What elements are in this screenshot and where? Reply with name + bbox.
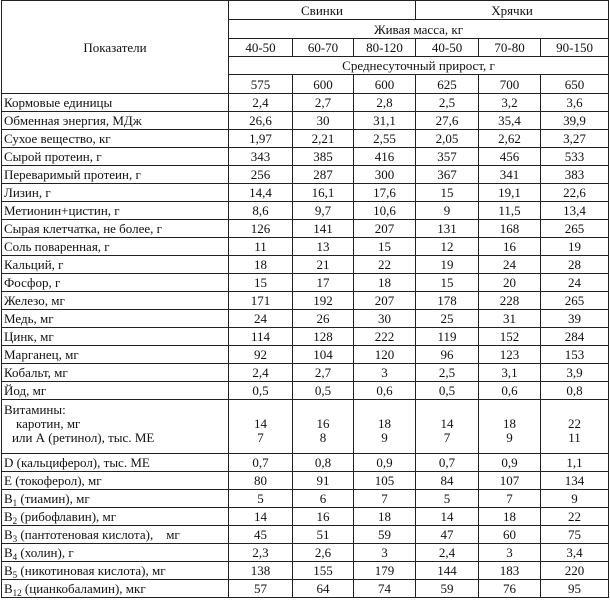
row-label: Кобальт, мг	[2, 364, 229, 382]
table-row	[2, 112, 609, 130]
gain-value: 575	[229, 75, 293, 94]
vitamin-subscript: 4	[12, 552, 18, 562]
vitamin-subscript: 12	[12, 588, 22, 598]
carotene-label: каротин, мг	[16, 416, 81, 431]
vitamin-value-cell	[354, 400, 416, 454]
vitamin-label	[2, 562, 229, 580]
cell-value: 3,9	[541, 364, 609, 382]
cell-value: 76	[479, 580, 541, 598]
cell-value: 138	[229, 562, 293, 580]
cell-value: 13,4	[541, 202, 609, 220]
cell-value: 19	[541, 238, 609, 256]
cell-value: 59	[416, 580, 479, 598]
row-label: Железо, мг	[2, 292, 229, 310]
cell-value: 9	[416, 202, 479, 220]
cell-value: 30	[354, 310, 416, 328]
row-label: Медь, мг	[2, 310, 229, 328]
cell-value: 0,6	[354, 382, 416, 400]
cell-value: 24	[541, 274, 609, 292]
cell-value: 15	[416, 184, 479, 202]
row-label: Йод, мг	[2, 382, 229, 400]
cell-value: 2,6	[293, 544, 354, 562]
cell-value: 168	[479, 220, 541, 238]
cell-value: 5	[416, 490, 479, 508]
carotene-value: 16	[316, 416, 330, 431]
cell-value: 1,97	[229, 130, 293, 148]
cell-value: 2,7	[293, 94, 354, 112]
cell-value: 75	[541, 526, 609, 544]
vitamin-letter: В	[4, 491, 13, 506]
cell-value: 155	[293, 562, 354, 580]
vitamin-row	[2, 454, 609, 472]
gain-value: 700	[479, 75, 541, 94]
cell-value: 107	[479, 472, 541, 490]
vitamins-title: Витамины:	[4, 402, 66, 417]
cell-value: 95	[541, 580, 609, 598]
cell-value: 18	[354, 274, 416, 292]
cell-value: 96	[416, 346, 479, 364]
cell-value: 14,4	[229, 184, 293, 202]
live-weight-header: Живая масса, кг	[229, 20, 609, 39]
table-row	[2, 94, 609, 112]
cell-value: 2,8	[354, 94, 416, 112]
vitamin-label	[2, 526, 229, 544]
cell-value: 15	[229, 274, 293, 292]
table-row	[2, 184, 609, 202]
cell-value: 31,1	[354, 112, 416, 130]
cell-value: 3,1	[479, 364, 541, 382]
cell-value: 2,4	[229, 364, 293, 382]
retinol-value: 7	[443, 430, 451, 445]
carotene-value: 22	[568, 416, 582, 431]
cell-value: 22	[354, 256, 416, 274]
table-row	[2, 130, 609, 148]
cell-value: 0,5	[229, 382, 293, 400]
cell-value: 120	[354, 346, 416, 364]
vitamin-letter: В	[4, 581, 13, 596]
cell-value: 343	[229, 148, 293, 166]
table-row	[2, 274, 609, 292]
cell-value: 16,1	[293, 184, 354, 202]
cell-value: 20	[479, 274, 541, 292]
cell-value: 10,6	[354, 202, 416, 220]
cell-value: 0,5	[416, 382, 479, 400]
cell-value: 57	[229, 580, 293, 598]
daily-gain-header: Среднесуточный прирост, г	[229, 57, 609, 75]
cell-value: 25	[416, 310, 479, 328]
cell-value: 22,6	[541, 184, 609, 202]
cell-value: 416	[354, 148, 416, 166]
cell-value: 178	[416, 292, 479, 310]
cell-value: 179	[354, 562, 416, 580]
row-label: Сухое вещество, кг	[2, 130, 229, 148]
cell-value: 19,1	[479, 184, 541, 202]
cell-value: 26,6	[229, 112, 293, 130]
retinol-value: 9	[381, 430, 388, 445]
gain-value: 650	[541, 75, 609, 94]
table-row	[2, 166, 609, 184]
cell-value: 80	[229, 472, 293, 490]
cell-value: 7	[479, 490, 541, 508]
vitamin-row	[2, 526, 609, 544]
vitamin-row	[2, 508, 609, 526]
row-label: Сырой протеин, г	[2, 148, 229, 166]
cell-value: 7	[354, 490, 416, 508]
vitamin-name: (холин), г	[17, 545, 74, 560]
indicators-header: Показатели	[2, 1, 229, 94]
cell-value: 18	[354, 508, 416, 526]
spacer	[418, 403, 476, 417]
cell-value: 141	[293, 220, 354, 238]
row-label: Кальций, г	[2, 256, 229, 274]
cell-value: 128	[293, 328, 354, 346]
vitamin-subscript: 3	[12, 534, 18, 544]
cell-value: 31	[479, 310, 541, 328]
cell-value: 3,27	[541, 130, 609, 148]
weight-header: 90-150	[541, 39, 609, 57]
spacer	[356, 403, 413, 417]
gain-value: 600	[354, 75, 416, 94]
cell-value: 18	[479, 508, 541, 526]
table-row	[2, 382, 609, 400]
vitamin-letter: В	[4, 563, 13, 578]
table-row	[2, 328, 609, 346]
cell-value: 13	[293, 238, 354, 256]
table-row	[2, 238, 609, 256]
weight-header: 80-120	[354, 39, 416, 57]
vitamin-name: (рибофлавин), мг	[17, 509, 117, 524]
weight-header: 60-70	[293, 39, 354, 57]
cell-value: 45	[229, 526, 293, 544]
cell-value: 134	[541, 472, 609, 490]
table-row	[2, 220, 609, 238]
vitamin-name: (пантотеновая кислота), мг	[17, 527, 180, 542]
spacer	[543, 403, 606, 417]
cell-value: 207	[354, 292, 416, 310]
cell-value: 2,62	[479, 130, 541, 148]
cell-value: 91	[293, 472, 354, 490]
carotene-value: 14	[254, 416, 267, 431]
cell-value: 105	[354, 472, 416, 490]
cell-value: 2,3	[229, 544, 293, 562]
cell-value: 284	[541, 328, 609, 346]
cell-value: 287	[293, 166, 354, 184]
cell-value: 47	[416, 526, 479, 544]
cell-value: 0,9	[354, 454, 416, 472]
vitamin-label	[2, 490, 229, 508]
vitamin-letter: В	[4, 527, 13, 542]
spacer	[295, 403, 351, 417]
cell-value: 11,5	[479, 202, 541, 220]
cell-value: 14	[229, 508, 293, 526]
cell-value: 0,6	[479, 382, 541, 400]
cell-value: 14	[416, 508, 479, 526]
cell-value: 39,9	[541, 112, 609, 130]
vitamin-subscript: 1	[12, 498, 18, 508]
cell-value: 26	[293, 310, 354, 328]
cell-value: 144	[416, 562, 479, 580]
vitamin-letter: В	[4, 545, 13, 560]
cell-value: 39	[541, 310, 609, 328]
cell-value: 192	[293, 292, 354, 310]
table-row	[2, 346, 609, 364]
vitamin-letter: В	[4, 509, 13, 524]
row-label: Метионин+цистин, г	[2, 202, 229, 220]
retinol-value: 9	[506, 430, 513, 445]
vitamin-name: (цианкобаламин), мкг	[21, 581, 146, 596]
cell-value: 341	[479, 166, 541, 184]
cell-value: 385	[293, 148, 354, 166]
cell-value: 3,4	[541, 544, 609, 562]
table-row	[2, 310, 609, 328]
cell-value: 51	[293, 526, 354, 544]
carotene-value: 18	[378, 416, 392, 431]
cell-value: 64	[293, 580, 354, 598]
cell-value: 3	[354, 364, 416, 382]
cell-value: 2,5	[416, 94, 479, 112]
weight-header: 40-50	[229, 39, 293, 57]
cell-value: 123	[479, 346, 541, 364]
cell-value: 357	[416, 148, 479, 166]
cell-value: 256	[229, 166, 293, 184]
vitamin-label: Е (токоферол), мг	[2, 472, 229, 490]
cell-value: 0,8	[293, 454, 354, 472]
vitamin-value-cell	[541, 400, 609, 454]
row-label: Сырая клетчатка, не более, г	[2, 220, 229, 238]
vitamin-name: (никотиновая кислота), мг	[17, 563, 166, 578]
cell-value: 220	[541, 562, 609, 580]
cell-value: 119	[416, 328, 479, 346]
cell-value: 2,4	[416, 544, 479, 562]
cell-value: 222	[354, 328, 416, 346]
spacer	[481, 403, 538, 417]
cell-value: 16	[479, 238, 541, 256]
weight-header: 40-50	[416, 39, 479, 57]
vitamin-row	[2, 472, 609, 490]
spacer	[231, 403, 290, 417]
cell-value: 6	[293, 490, 354, 508]
cell-value: 153	[541, 346, 609, 364]
cell-value: 30	[293, 112, 354, 130]
cell-value: 17,6	[354, 184, 416, 202]
cell-value: 300	[354, 166, 416, 184]
cell-value: 27,6	[416, 112, 479, 130]
cell-value: 17	[293, 274, 354, 292]
cell-value: 2,7	[293, 364, 354, 382]
cell-value: 3	[479, 544, 541, 562]
row-label: Марганец, мг	[2, 346, 229, 364]
cell-value: 16	[293, 508, 354, 526]
vitamin-label	[2, 508, 229, 526]
row-label: Соль поваренная, г	[2, 238, 229, 256]
cell-value: 0,7	[229, 454, 293, 472]
cell-value: 21	[293, 256, 354, 274]
vitamin-subscript: 2	[12, 516, 18, 526]
cell-value: 28	[541, 256, 609, 274]
vitamin-subscript: 5	[12, 570, 18, 580]
cell-value: 456	[479, 148, 541, 166]
row-label: Кормовые единицы	[2, 94, 229, 112]
carotene-value: 14	[440, 416, 454, 431]
cell-value: 22	[541, 508, 609, 526]
vitamin-label	[2, 544, 229, 562]
cell-value: 3	[354, 544, 416, 562]
vitamin-row	[2, 490, 609, 508]
cell-value: 228	[479, 292, 541, 310]
cell-value: 3,2	[479, 94, 541, 112]
cell-value: 0,7	[416, 454, 479, 472]
cell-value: 24	[479, 256, 541, 274]
cell-value: 1,1	[541, 454, 609, 472]
cell-value: 19	[416, 256, 479, 274]
cell-value: 265	[541, 220, 609, 238]
table-row	[2, 148, 609, 166]
cell-value: 5	[229, 490, 293, 508]
table-row	[2, 364, 609, 382]
cell-value: 2,5	[416, 364, 479, 382]
cell-value: 2,55	[354, 130, 416, 148]
carotene-value: 18	[503, 416, 517, 431]
retinol-value: 11	[568, 430, 581, 445]
vitamin-row	[2, 580, 609, 598]
cell-value: 59	[354, 526, 416, 544]
gain-value: 625	[416, 75, 479, 94]
row-label: Цинк, мг	[2, 328, 229, 346]
vitamin-value-cell	[293, 400, 354, 454]
cell-value: 171	[229, 292, 293, 310]
row-label: Переваримый протеин, г	[2, 166, 229, 184]
vitamin-value-cell	[416, 400, 479, 454]
vitamins-label-cell	[2, 400, 229, 454]
row-label: Обменная энергия, МДж	[2, 112, 229, 130]
table-row	[2, 292, 609, 310]
cell-value: 92	[229, 346, 293, 364]
cell-value: 126	[229, 220, 293, 238]
vitamin-label: D (кальциферол), тыс. МЕ	[2, 454, 229, 472]
cell-value: 104	[293, 346, 354, 364]
table-row	[2, 202, 609, 220]
cell-value: 12	[416, 238, 479, 256]
cell-value: 367	[416, 166, 479, 184]
cell-value: 0,5	[293, 382, 354, 400]
row-label: Фосфор, г	[2, 274, 229, 292]
vitamin-row	[2, 562, 609, 580]
gilts-header: Свинки	[229, 1, 416, 20]
retinol-value: 8	[319, 430, 327, 445]
cell-value: 0,8	[541, 382, 609, 400]
cell-value: 60	[479, 526, 541, 544]
vitamin-value-cell	[479, 400, 541, 454]
cell-value: 2,05	[416, 130, 479, 148]
vitamin-name: (тиамин), мг	[17, 491, 90, 506]
boars-header: Хрячки	[416, 1, 609, 20]
retinol-value: 7	[257, 430, 264, 445]
vitamin-label	[2, 580, 229, 598]
cell-value: 131	[416, 220, 479, 238]
vitamins-row	[2, 400, 609, 454]
retinol-label: или А (ретинол), тыс. МЕ	[12, 430, 155, 445]
vitamin-row	[2, 544, 609, 562]
cell-value: 15	[354, 238, 416, 256]
cell-value: 383	[541, 166, 609, 184]
cell-value: 265	[541, 292, 609, 310]
cell-value: 24	[229, 310, 293, 328]
cell-value: 11	[229, 238, 293, 256]
cell-value: 114	[229, 328, 293, 346]
cell-value: 152	[479, 328, 541, 346]
row-label: Лизин, г	[2, 184, 229, 202]
nutrition-norms-table	[1, 0, 609, 598]
cell-value: 84	[416, 472, 479, 490]
cell-value: 9	[541, 490, 609, 508]
cell-value: 15	[416, 274, 479, 292]
cell-value: 183	[479, 562, 541, 580]
gain-value: 600	[293, 75, 354, 94]
cell-value: 0,9	[479, 454, 541, 472]
cell-value: 8,6	[229, 202, 293, 220]
cell-value: 533	[541, 148, 609, 166]
cell-value: 2,21	[293, 130, 354, 148]
vitamin-value-cell	[229, 400, 293, 454]
cell-value: 3,6	[541, 94, 609, 112]
cell-value: 207	[354, 220, 416, 238]
cell-value: 35,4	[479, 112, 541, 130]
cell-value: 74	[354, 580, 416, 598]
table-row	[2, 256, 609, 274]
cell-value: 9,7	[293, 202, 354, 220]
cell-value: 18	[229, 256, 293, 274]
cell-value: 2,4	[229, 94, 293, 112]
weight-header: 70-80	[479, 39, 541, 57]
